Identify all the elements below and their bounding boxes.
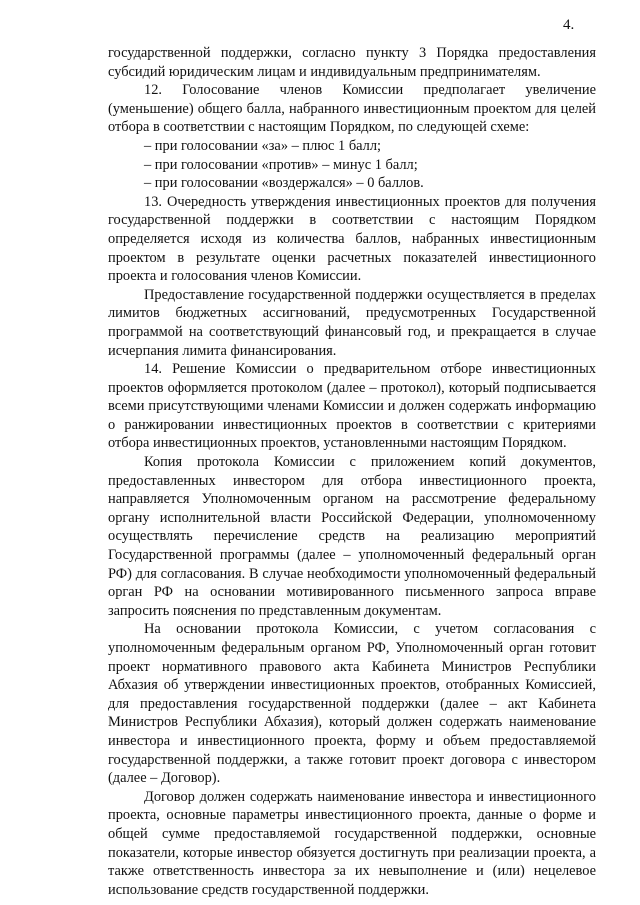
paragraph-funding-limits: Предоставление государственной поддержки осуществляется в пределах лимитов бюджетных ассигнований, предусмотренных Государственной программой на соответствующий финансовый год, и прекращается в случае исчерпания лимита финансирования. [108,286,596,359]
page-number: 4. [563,17,575,33]
paragraph-protocol-copy: Копия протокола Комиссии с приложением копий документов, предоставленных инвестором для отбора инвестиционного проекта, направляется Уполномоченным органом на рассмотрение федеральному органу исполнительной власти Российской Федерации, уполномоченному осуществлять перечисление средств на реализацию мероприятий Государственной программы (далее – уполномоченный федеральный орган РФ) для согласования. В случае необходимости уполномоченный федеральный орган РФ на основании мотивированного письменного запроса вправе запросить пояснения по представленным документам. [108,454,596,619]
paragraph-item-14: 14. Решение Комиссии о предварительном отборе инвестиционных проектов оформляется протоколом (далее – протокол), который подписывается всеми присутствующими членами Комиссии и должен содержать информацию о ранжировании инвестиционных проектов в соответствии с критериями отбора инвестиционных проектов, установленными настоящим Порядком. [108,361,596,452]
paragraph-item-12: 12. Голосование членов Комиссии предполагает увеличение (уменьшение) общего балла, набранного инвестиционным проектом для целей отбора в соответствии с настоящим Порядком, по следующей схеме: [108,82,596,136]
document-body [108,44,596,899]
paragraph-item-13: 13. Очередность утверждения инвестиционных проектов для получения государственной поддержки в соответствии с настоящим Порядком определяется исходя из количества баллов, набранных инвестиционным проектом в результате оценки расчетных показателей инвестиционного проекта и голосования членов Комиссии. [108,193,596,285]
list-item-vote-for: – при голосовании «за» – плюс 1 балл; [144,137,382,154]
list-item-vote-abstain: – при голосовании «воздержался» – 0 баллов. [144,175,424,192]
paragraph-continuation: государственной поддержки, согласно пункту 3 Порядка предоставления субсидий юридическим лицам и индивидуальным предпринимателям. [108,45,596,80]
list-item-vote-against: – при голосовании «против» – минус 1 балл; [144,156,418,173]
paragraph-contract: Договор должен содержать наименование инвестора и инвестиционного проекта, основные параметры инвестиционного проекта, данные о форме и общей сумме предоставляемой государственной поддержки, основные показатели, которые инвестор обязуется достигнуть при реализации проекта, а также ответственность инвестора за их невыполнение и (или) нецелевое использование средств государственной поддержки. [108,788,596,898]
paragraph-cabinet-act: На основании протокола Комиссии, с учетом согласования с уполномоченным федеральным органом РФ, Уполномоченный орган готовит проект нормативного правового акта Кабинета Министров Республики Абхазия об утверждении инвестиционных проектов, отобранных Комиссией, для предоставления государственной поддержки (далее – акт Кабинета Министров Республики Абхазия), который должен содержать наименование инвестора и инвестиционного проекта, форму и объем предоставляемой государственной поддержки, а также готовит проект договора с инвестором (далее – Договор). [108,621,596,787]
